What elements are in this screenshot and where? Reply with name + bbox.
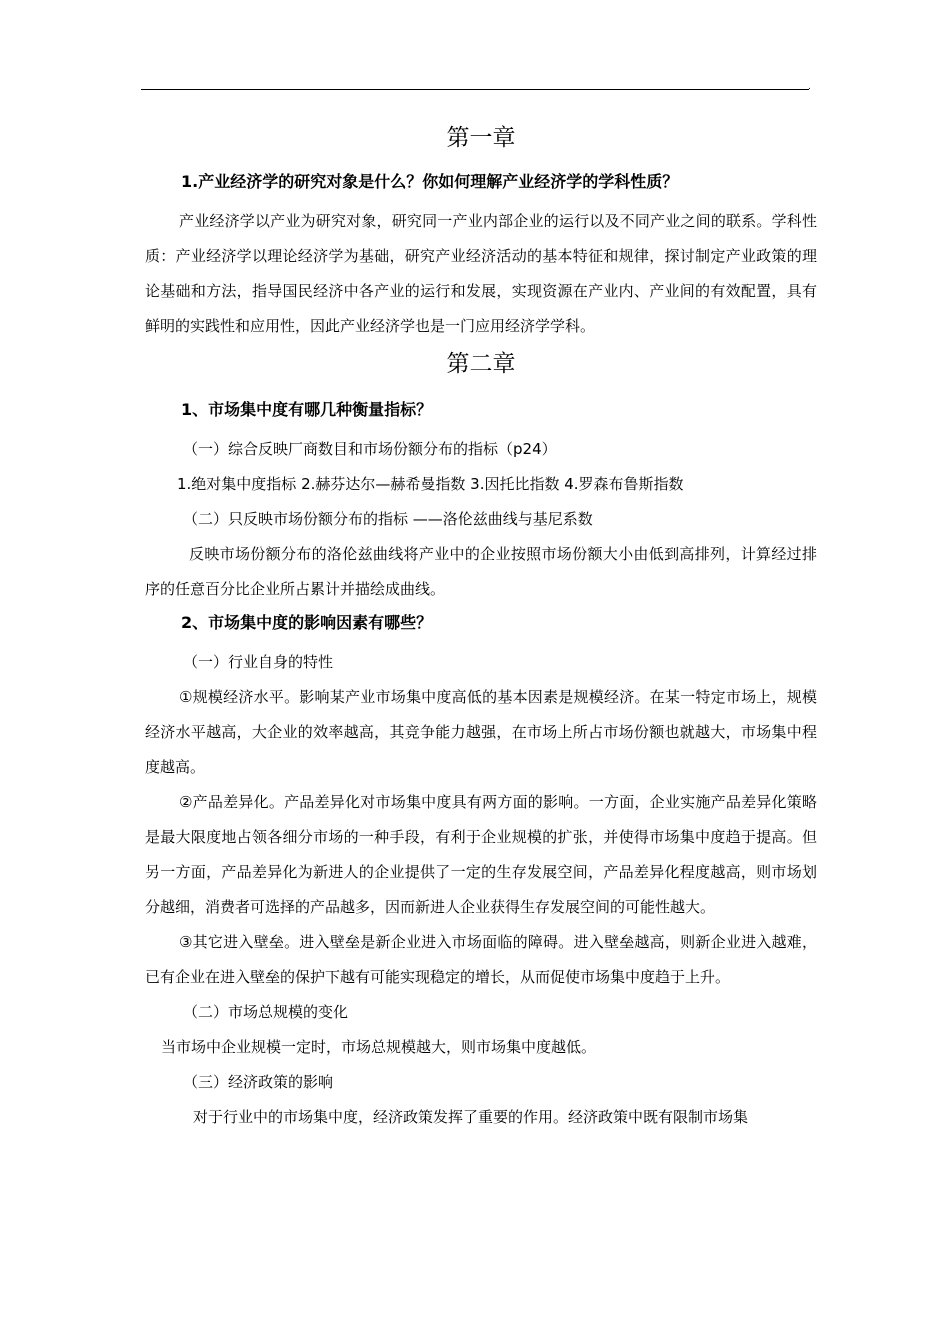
q2-paragraph-2: 当市场中企业规模一定时，市场总规模越大，则市场集中度越低。 <box>161 1038 597 1056</box>
header-mark: . <box>808 82 811 92</box>
q2-subsection-2: （二）市场总规模的变化 <box>183 1003 349 1021</box>
q2-item-3: ③其它进入壁垒。进入壁垒是新企业进入市场面临的障碍。进入壁垒越高，则新企业进入越难，已有企业在进入壁垒的保护下越有可能实现稳定的增长，从而促使市场集中度趋于上升。 <box>145 933 817 986</box>
q2-subsection-1: （一）行业自身的特性 <box>183 653 334 671</box>
document-body <box>145 118 817 1135</box>
q2-item-2: ②产品差异化。产品差异化对市场集中度具有两方面的影响。一方面，企业实施产品差异化策略是最大限度地占领各细分市场的一种手段，有利于企业规模的扩张，并使得市场集中度趋于提高。但另一方面，产品差异化为新进人的企业提供了一定的生存发展空间，产品差异化程度越高，则市场划分越细，消费者可选择的产品越多，因而新进人企业获得生存发展空间的可能性越大。 <box>145 793 817 916</box>
chapter-1-question: 1.产业经济学的研究对象是什么？你如何理解产业经济学的学科性质？ <box>181 172 679 191</box>
q2-paragraph-3: 对于行业中的市场集中度，经济政策发挥了重要的作用。经济政策中既有限制市场集 <box>193 1108 749 1126</box>
chapter-2-question-1: 1、市场集中度有哪几种衡量指标？ <box>181 400 433 419</box>
q1-subsection-2: （二）只反映市场份额分布的指标 ——洛伦兹曲线与基尼系数 <box>183 510 593 528</box>
chapter-1-title: 第一章 <box>446 125 516 151</box>
q2-subsection-3: （三）经济政策的影响 <box>183 1073 334 1091</box>
chapter-2-question-2: 2、市场集中度的影响因素有哪些？ <box>181 613 433 632</box>
q1-index-list: 1.绝对集中度指标 2.赫芬达尔—赫希曼指数 3.因托比指数 4.罗森布鲁斯指数 <box>177 475 684 493</box>
header-rule <box>141 89 809 90</box>
chapter-2-title: 第二章 <box>446 351 516 377</box>
q1-subsection-1: （一）综合反映厂商数目和市场份额分布的指标（p24） <box>183 440 557 458</box>
q1-paragraph: 反映市场份额分布的洛伦兹曲线将产业中的企业按照市场份额大小由低到高排列，计算经过排序的任意百分比企业所占累计并描绘成曲线。 <box>145 545 817 598</box>
q2-item-1: ①规模经济水平。影响某产业市场集中度高低的基本因素是规模经济。在某一特定市场上，规模经济水平越高，大企业的效率越高，其竞争能力越强，在市场上所占市场份额也就越大，市场集中程度越高。 <box>145 688 817 776</box>
chapter-1-answer: 产业经济学以产业为研究对象，研究同一产业内部企业的运行以及不同产业之间的联系。学科性质：产业经济学以理论经济学为基础，研究产业经济活动的基本特征和规律，探讨制定产业政策的理论基础和方法，指导国民经济中各产业的运行和发展，实现资源在产业内、产业间的有效配置，具有鲜明的实践性和应用性，因此产业经济学也是一门应用经济学学科。 <box>145 212 817 335</box>
